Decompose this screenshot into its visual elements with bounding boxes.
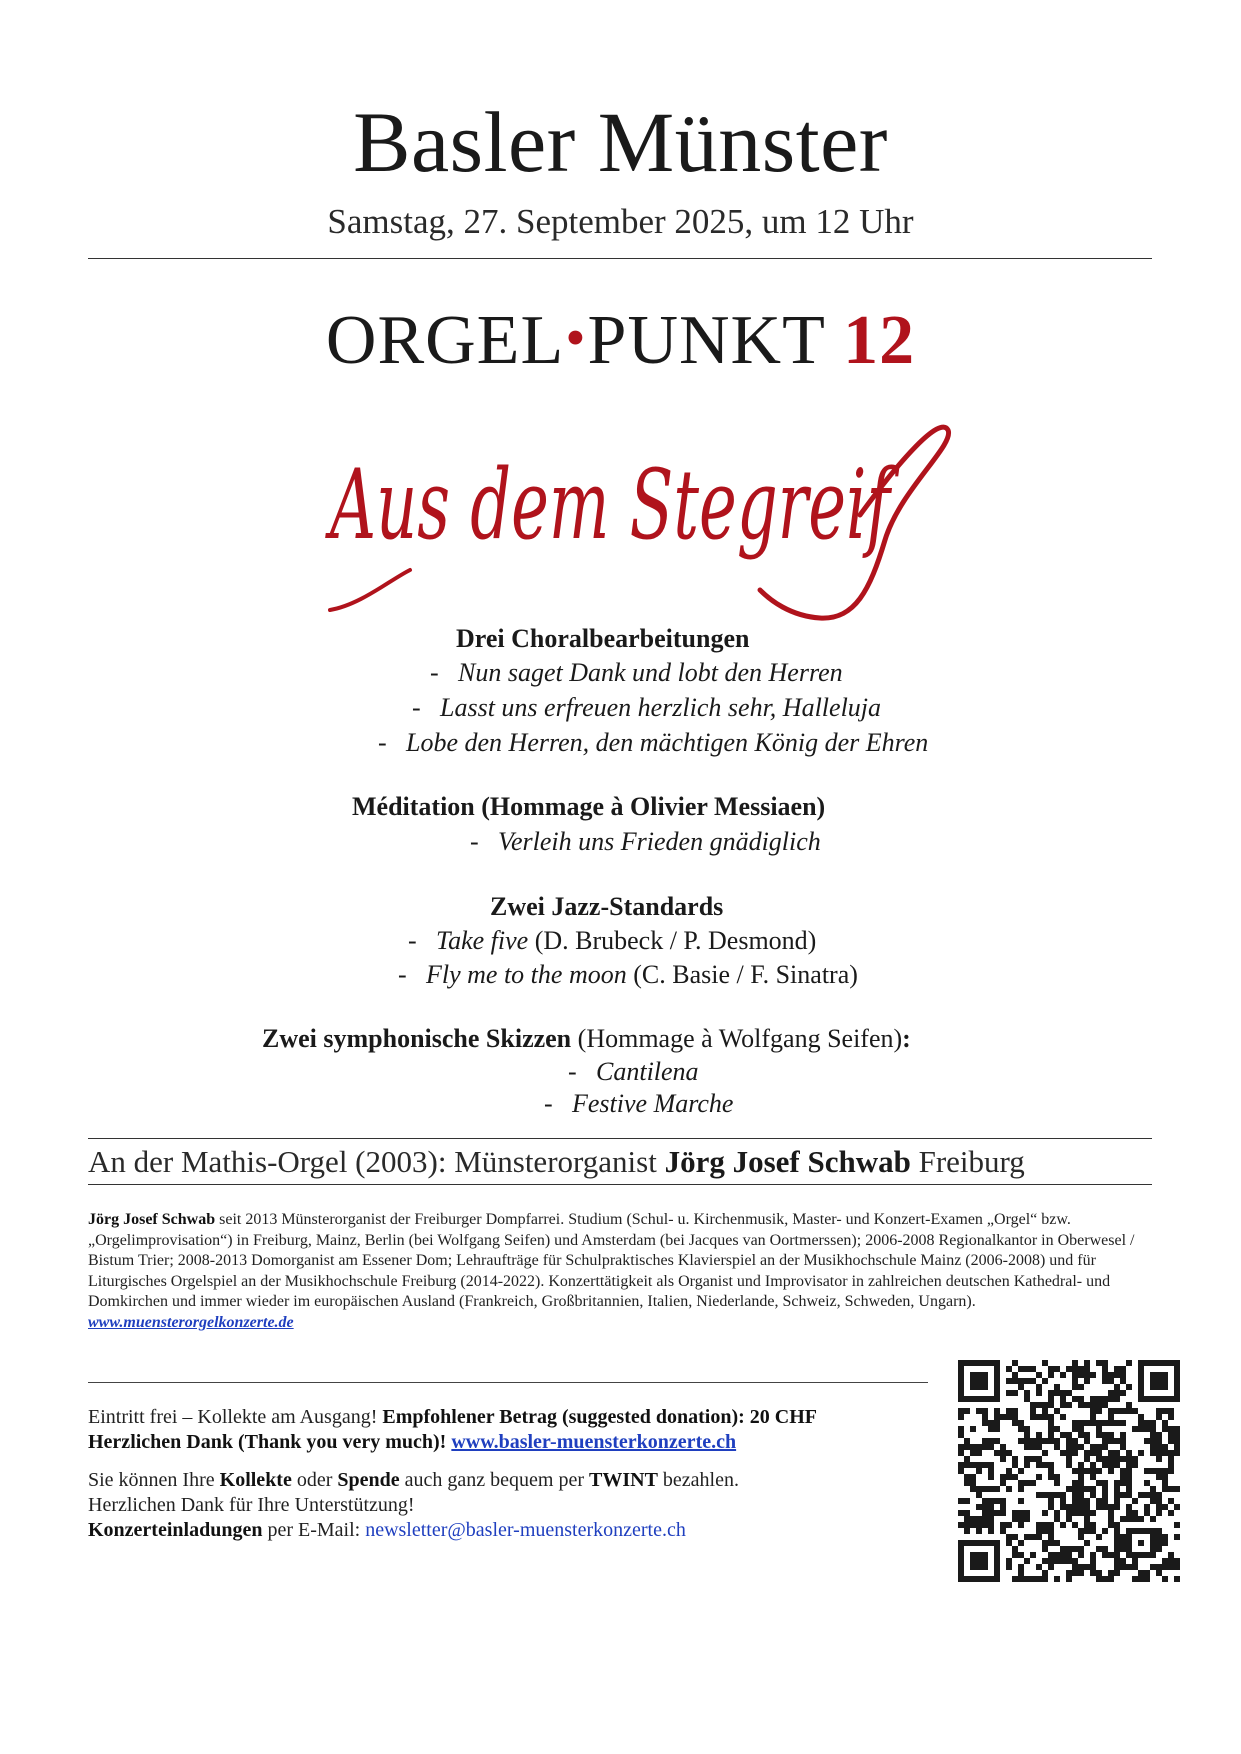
program-section-4: Zwei symphonische Skizzen (Hommage à Wolfgang Seifen): [262,1024,911,1053]
flourish-lead [330,570,410,610]
list-item: - Lasst uns erfreuen herzlich sehr, Halleluja [412,693,882,722]
series-part2: PUNKT [587,302,844,379]
venue-title: Basler Münster [353,94,888,190]
series-title [0,296,1241,383]
program-section-2 [352,790,825,824]
section-subheading: (Hommage à Wolfgang Seifen) [571,1024,903,1053]
divider-top [88,258,1152,259]
bio-name: Jörg Josef Schwab [88,1211,216,1228]
newsletter-email-link[interactable]: newsletter@basler-muensterkonzerte.ch [365,1519,686,1541]
series-dot: • [565,305,587,370]
qr-code-icon[interactable] [958,1360,1180,1582]
concerts-website-link[interactable]: www.basler-muensterkonzerte.ch [451,1431,737,1453]
list-item: - Verleih uns Frieden gnädiglich [470,827,821,856]
section-heading: Zwei symphonische Skizzen [262,1024,572,1053]
list-item: - Festive Marche [544,1089,734,1118]
performer-line: An der Mathis-Orgel (2003): Münsterorganist Jörg Josef Schwab Freiburg [88,1144,1025,1179]
concert-title: Aus dem Stegreif [324,449,900,561]
performer-name: Jörg Josef Schwab [664,1144,911,1179]
program-section-1 [456,622,749,656]
program-section-3 [490,890,723,924]
divider-performer-top [88,1138,1152,1139]
concert-title-graphic [300,420,960,630]
section-heading: Drei Choralbearbeitungen [456,624,750,653]
series-part1: ORGEL [325,302,565,379]
list-item: - Cantilena [568,1057,699,1086]
divider-info [88,1382,928,1383]
divider-performer-bottom [88,1184,1152,1185]
list-item: - Nun saget Dank und lobt den Herren [430,658,843,687]
list-item: - Fly me to the moon (C. Basie / F. Sinatra) [398,960,858,989]
concert-date: Samstag, 27. September 2025, um 12 Uhr [327,202,914,241]
list-item: - Lobe den Herren, den mächtigen König der Ehren [378,728,929,757]
bio-website-link[interactable]: www.muensterorgelkonzerte.de [88,1313,294,1331]
list-item: - Take five (D. Brubeck / P. Desmond) [408,926,817,955]
bio-text: seit 2013 Münsterorganist der Freiburger Dompfarrei. Studium (Schul- u. Kirchenmusik, Master- und Konzert-Examen „Orgel“ bzw. „Orgelimprovisation“) in Freiburg, Mainz, Berlin (bei Wolfgang Seifen) und Amsterdam (bei Jacques van Oortmerssen); 2006-2008 Regionalkantor in Oberwesel / Bistum Trier; 2008-2013 Domorganist am Essener Dom; Lehraufträge für Schulpraktisches Klavierspiel an der Musikhochschule Mainz (2006-2008) und für Liturgisches Orgelspiel an der Musikhochschule Freiburg (2014-2022). Konzerttätigkeit als Organist und Improvisator in zahlreichen deutschen Kathedral- und Domkirchen und immer wieder im europäischen Ausland (Frankreich, Großbritannien, Italien, Niederlande, Schweiz, Schweden, Ungarn). [88,1211,1135,1310]
performer-bio [88,1210,1152,1333]
section-heading: Méditation (Hommage à Olivier Messiaen) [352,792,826,821]
admission-info: Eintritt frei – Kollekte am Ausgang! Empfohlener Betrag (suggested donation): 20 CHF Herzlichen Dank (Thank you very much)! www.basler-muensterkonzerte.ch [88,1406,817,1453]
donation-info: Sie können Ihre Kollekte oder Spende auch ganz bequem per TWINT bezahlen. Herzlichen Dank für Ihre Unterstützung! Konzerteinladungen per E-Mail: newsletter@basler-muensterkonzerte.ch [88,1469,739,1541]
section-heading: Zwei Jazz-Standards [490,892,724,921]
series-number: 12 [843,302,916,379]
